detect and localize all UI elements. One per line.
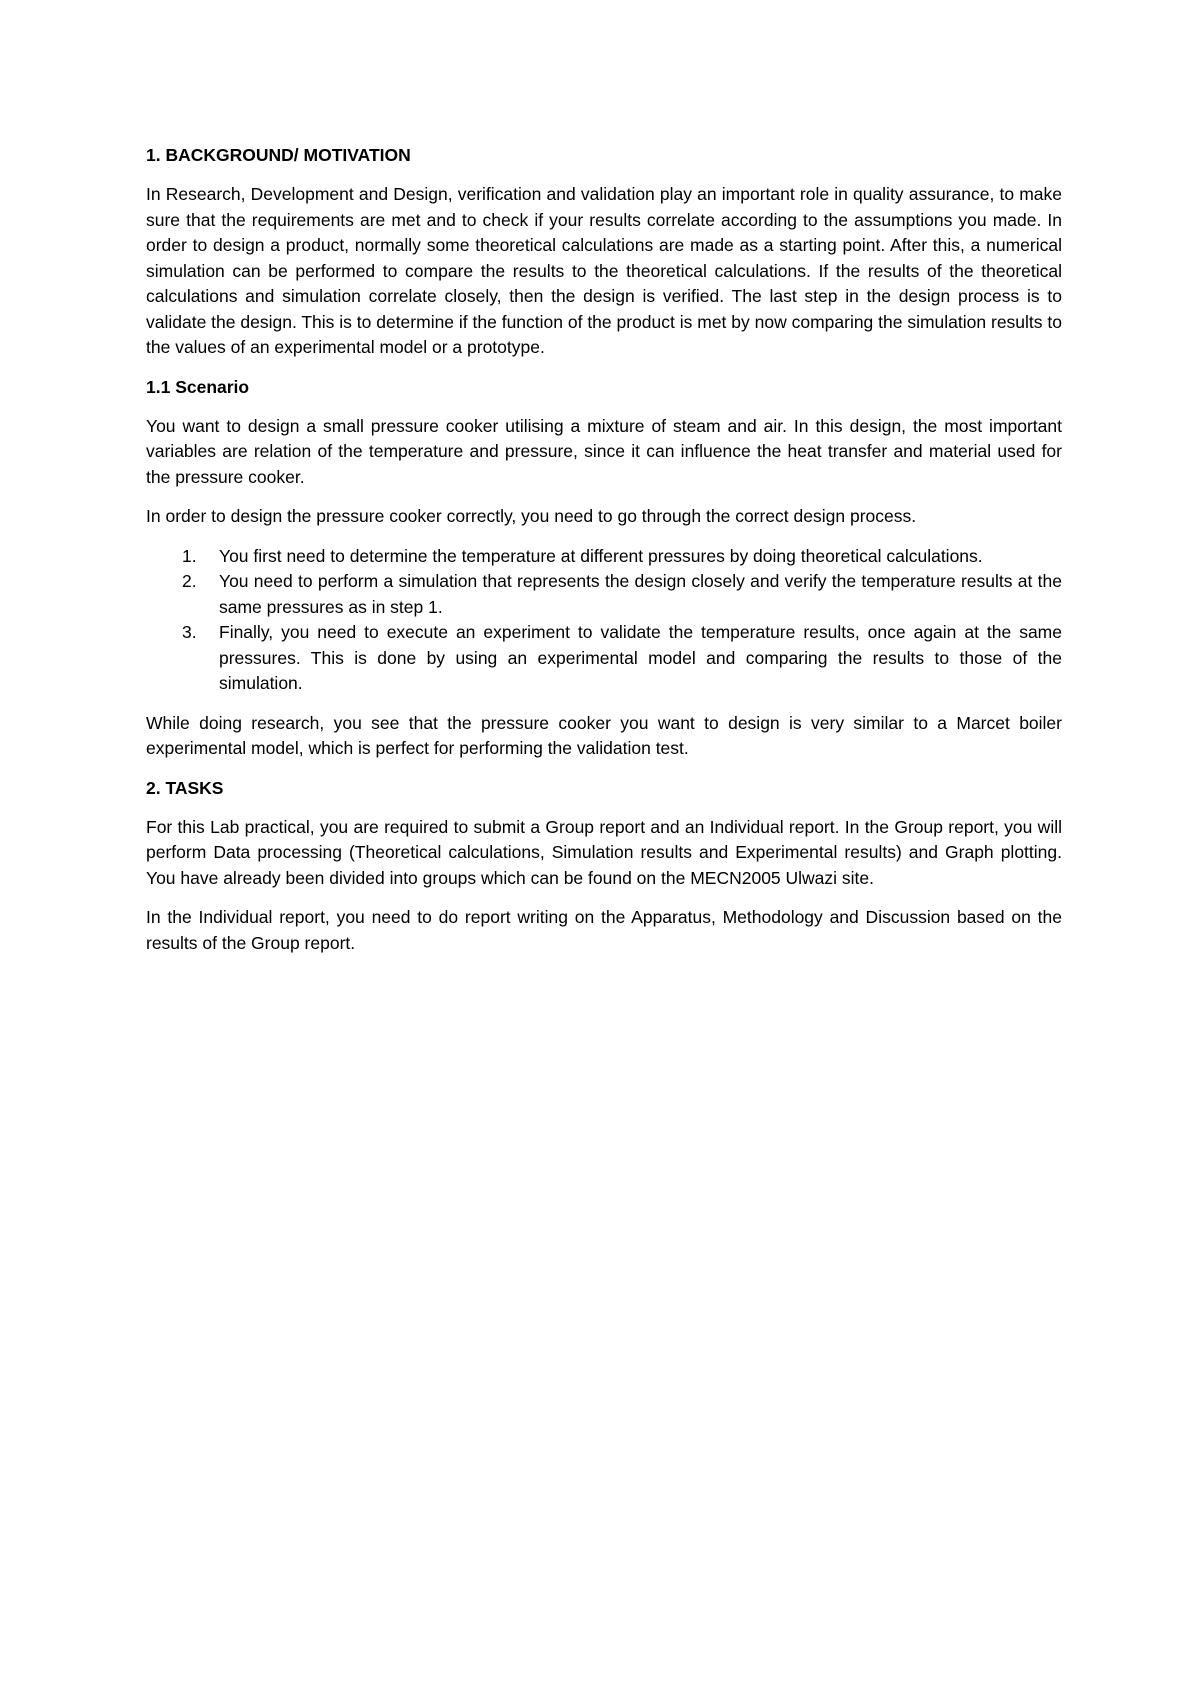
tasks-paragraph-1: For this Lab practical, you are required to submit a Group report and an Individual report. In the Group report, you will perform Data processing (Theoretical calculations, Simulation results and Experimental results) and Graph plotting. You have already been divided into groups which can be found on the MECN2005 Ulwazi site. xyxy=(146,816,1062,888)
list-item-text: You need to perform a simulation that represents the design closely and verify the temperature results at the same pressures as in step 1. xyxy=(219,571,1062,617)
list-item-number: 2. xyxy=(182,571,197,591)
list-item-text: Finally, you need to execute an experiment to validate the temperature results, once again at the same pressures. This is done by using an experimental model and comparing the results to those of the simulation. xyxy=(219,622,1062,693)
subsection-heading-scenario: 1.1 Scenario xyxy=(146,376,250,397)
section-heading-background: 1. BACKGROUND/ MOTIVATION xyxy=(146,145,411,165)
list-item xyxy=(146,544,1062,570)
section-heading-tasks: 2. TASKS xyxy=(146,777,224,798)
list-item-number: 1. xyxy=(182,545,197,566)
list-item xyxy=(146,620,1062,697)
list-item xyxy=(146,569,1062,620)
scenario-paragraph-3: While doing research, you see that the pressure cooker you want to design is very similar to a Marcet boiler experimental model, which is perfect for performing the validation test. xyxy=(146,712,1062,758)
design-steps-list xyxy=(146,544,1062,697)
tasks-paragraph-2: In the Individual report, you need to do report writing on the Apparatus, Methodology and Discussion based on the results of the Group report. xyxy=(146,907,1062,953)
background-paragraph: In Research, Development and Design, verification and validation play an important role in quality assurance, to make sure that the requirements are met and to check if your results correlate according to the assumptions you made. In order to design a product, normally some theoretical calculations are made as a starting point. After this, a numerical simulation can be performed to compare the results to the theoretical calculations. If the results of the theoretical calculations and simulation correlate closely, then the design is verified. The last step in the design process is to validate the design. This is to determine if the function of the product is met by now comparing the simulation results to the values of an experimental model or a prototype. xyxy=(146,184,1062,357)
list-item-text: You first need to determine the temperature at different pressures by doing theoretical calculations. xyxy=(219,545,983,566)
list-item-number: 3. xyxy=(182,622,197,642)
scenario-paragraph-1: You want to design a small pressure cooker utilising a mixture of steam and air. In this design, the most important variables are relation of the temperature and pressure, since it can influence the heat transfer and material used for the pressure cooker. xyxy=(146,415,1062,487)
scenario-paragraph-2: In order to design the pressure cooker correctly, you need to go through the correct design process. xyxy=(146,506,917,526)
document-page xyxy=(146,143,1062,956)
